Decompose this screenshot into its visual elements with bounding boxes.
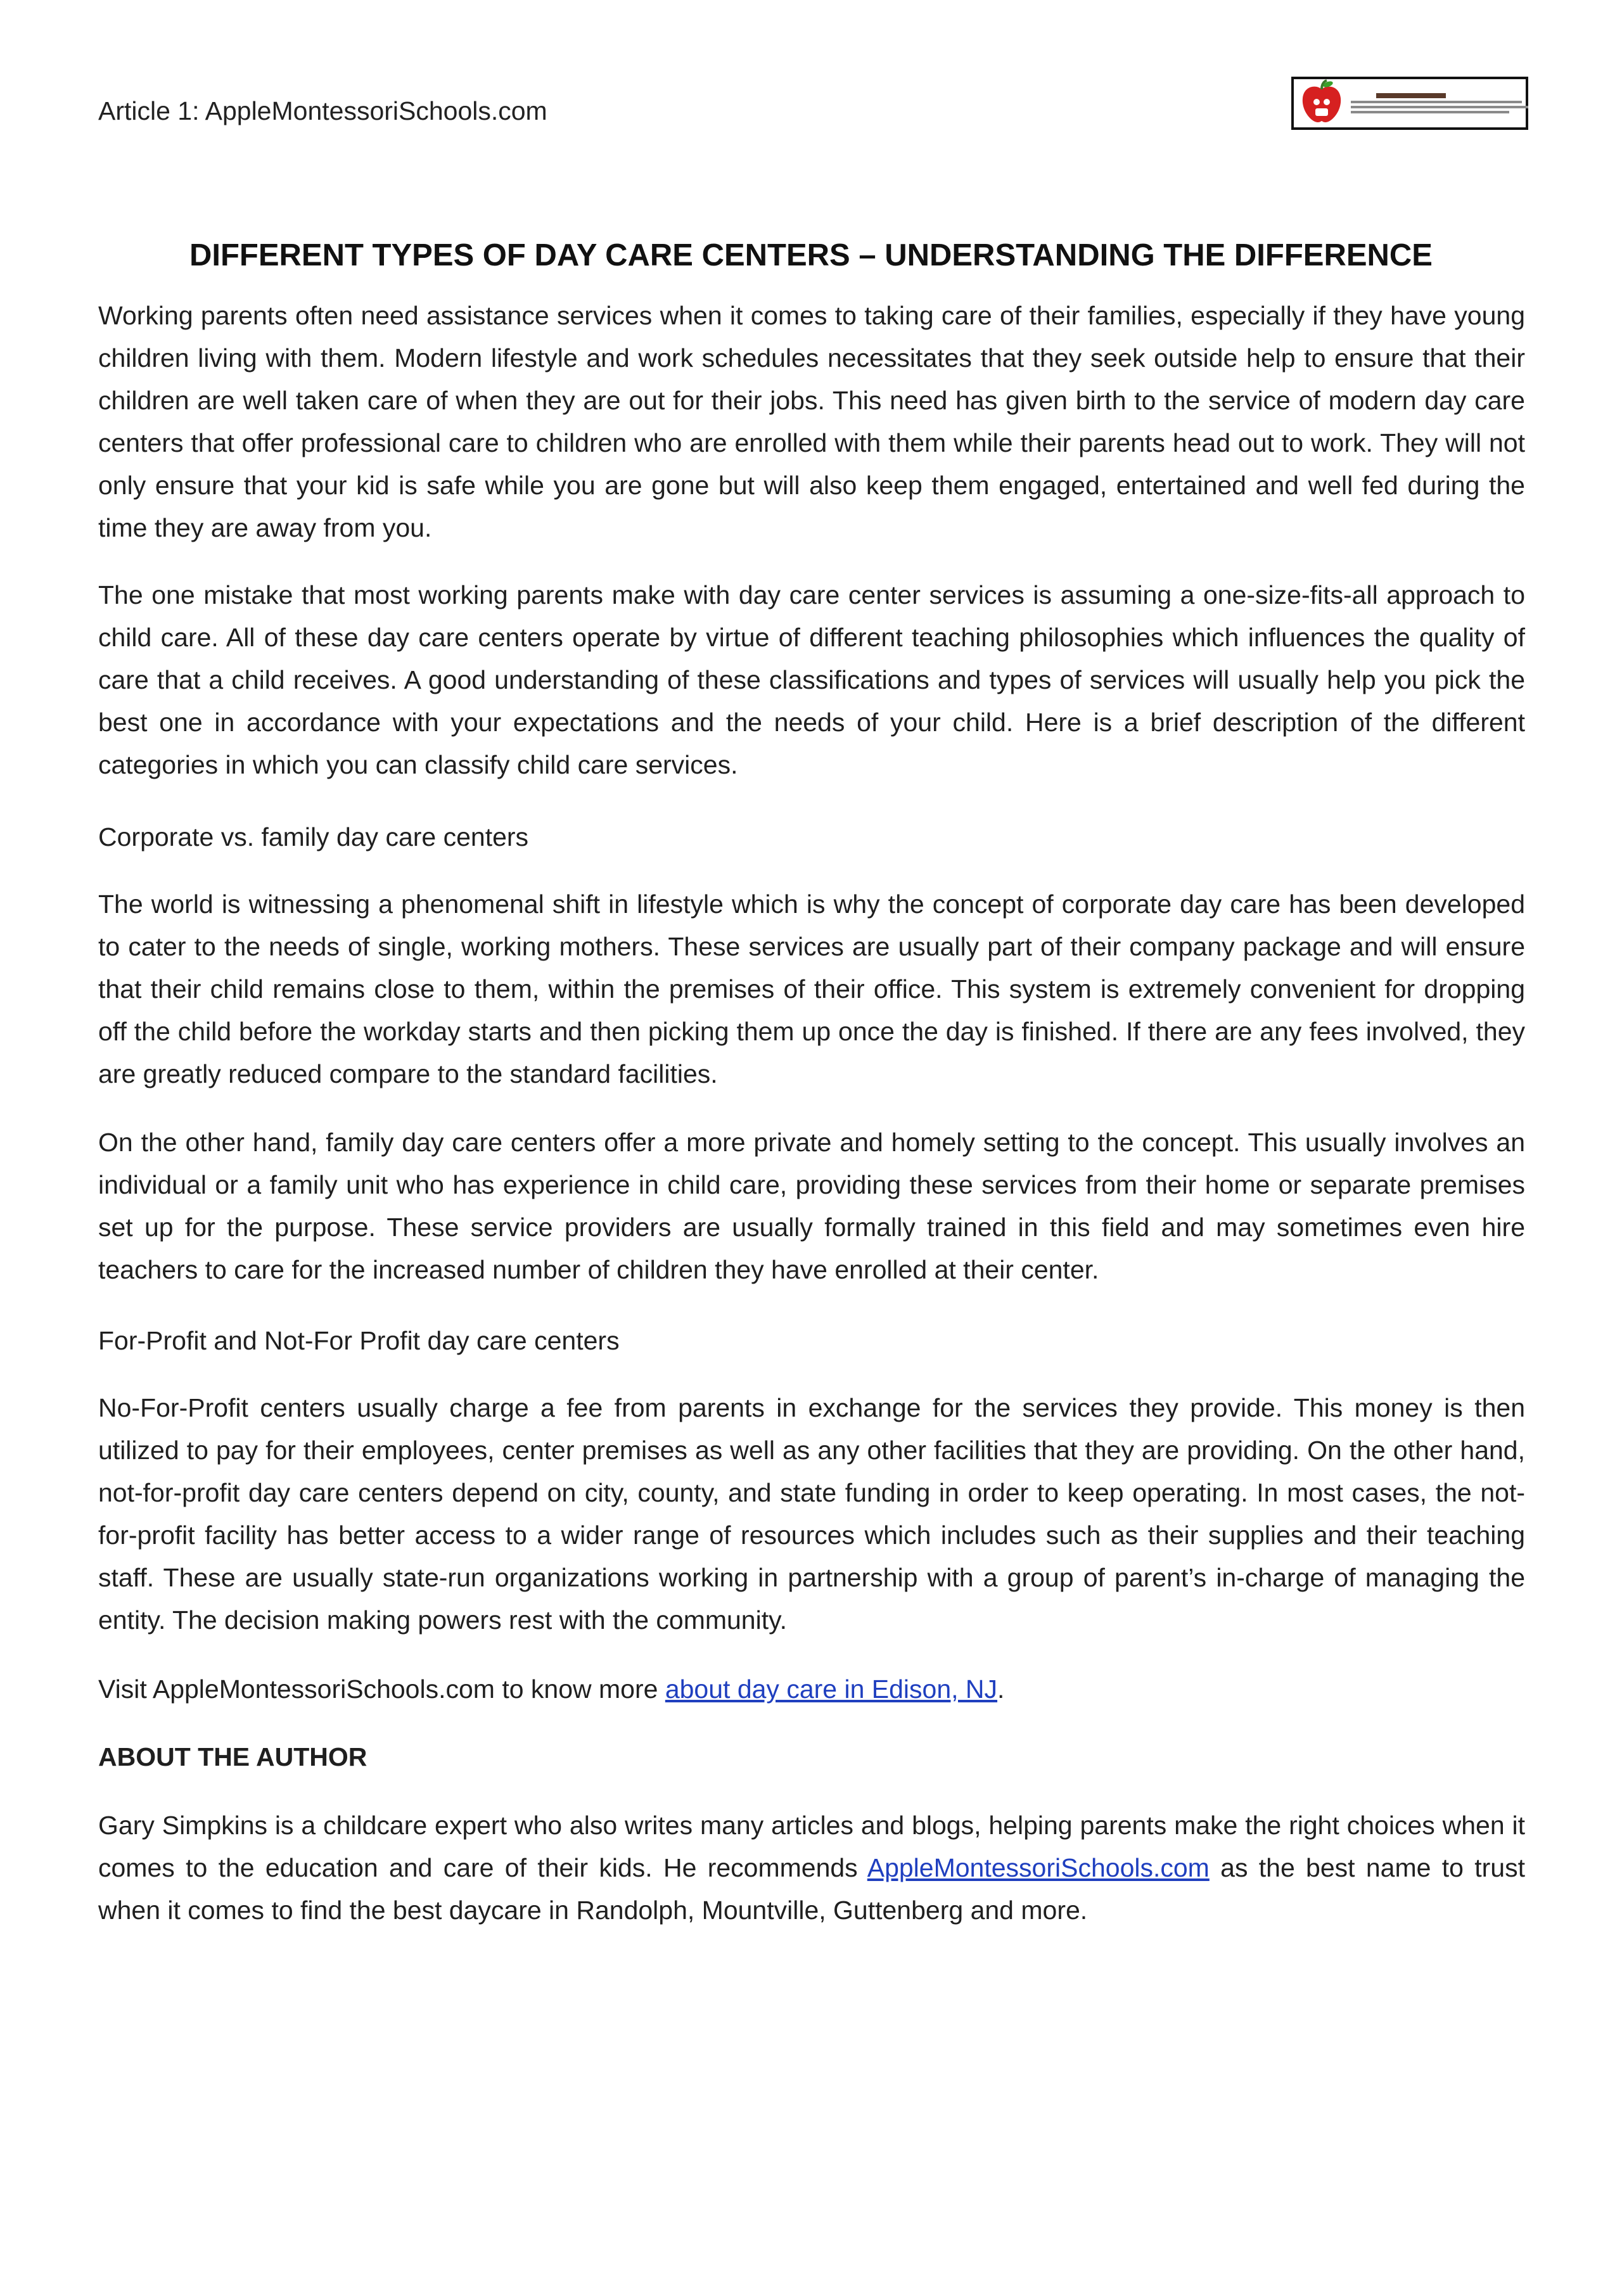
paragraph-family: On the other hand, family day care centers offer a more private and homely setting to the concept. This usually involves an individual or a family unit who has experience in child care, providing these services from their home or separate premises set up for the purpose. These service providers are usually formally trained in this field and may sometimes even hire teachers to care for the increased number of children they have enrolled at their center. [98,1128,1525,1284]
paragraph-profit: No-For-Profit centers usually charge a fee from parents in exchange for the services they provide. This money is then utilized to pay for their employees, center premises as well as any other facilities that they are providing. On the other hand, not-for-profit day care centers depend on city, county, and state funding in order to keep operating. In most cases, the not-for-profit facility has better access to a wider range of resources which includes such as their supplies and their teaching staff. These are usually state-run organizations working in partnership with a group of parent’s in-charge of managing the entity. The decision making powers rest with the community. [98,1393,1525,1635]
article-header: Article 1: AppleMontessoriSchools.com [98,96,547,125]
apple-montessori-link[interactable]: AppleMontessoriSchools.com [867,1853,1210,1882]
day-care-edison-link[interactable]: about day care in Edison, NJ [665,1674,998,1704]
subheading-profit: For-Profit and Not-For Profit day care centers [98,1326,620,1355]
paragraph-author [98,1804,1525,1932]
logo-tagline-line [1351,111,1509,113]
logo-tagline-line [1351,106,1528,108]
paragraph-visit [98,1668,1525,1711]
apple-logo-icon [1298,79,1346,128]
paragraph-corporate: The world is witnessing a phenomenal shift in lifestyle which is why the concept of corporate day care has been developed to cater to the needs of single, working mothers. These services are usually part of their company package and will ensure that their child remains close to them, within the premises of their office. This system is extremely convenient for dropping off the child before the workday starts and then picking them up once the day is finished. If there are any fees involved, they are greatly reduced compare to the standard facilities. [98,890,1525,1088]
visit-text: Visit AppleMontessoriSchools.com to know more [98,1674,665,1704]
article-title: DIFFERENT TYPES OF DAY CARE CENTERS – UNDERSTANDING THE DIFFERENCE [189,238,1433,272]
author-suffix: as the best name to trust when it comes to find the best daycare in Randolph, Mountville, Guttenberg and more. [98,1853,1525,1925]
paragraph-mistake: The one mistake that most working parents make with day care center services is assuming a one-size-fits-all approach to child care. All of these day care centers operate by virtue of different teaching philosophies which influences the quality of care that a child receives. A good understanding of these classifications and types of services will usually help you pick the best one in accordance with your expectations and the needs of your child. Here is a brief description of the different categories in which you can classify child care services. [98,580,1525,779]
logo-text-lines [1351,93,1528,113]
subheading-corporate: Corporate vs. family day care centers [98,822,529,851]
visit-suffix: . [997,1674,1005,1704]
paragraph-intro: Working parents often need assistance services when it comes to taking care of their families, especially if they have young children living with them. Modern lifestyle and work schedules necessitates that they seek outside help to ensure that their children are well taken care of when they are out for their jobs. This need has given birth to the service of modern day care centers that offer professional care to children who are enrolled with them while their parents head out to work. They will not only ensure that your kid is safe while you are gone but will also keep them engaged, entertained and well fed during the time they are away from you. [98,301,1525,542]
logo-tagline-line [1351,101,1522,103]
school-logo [1291,77,1528,130]
author-text: Gary Simpkins is a childcare expert who also writes many articles and blogs, helping parents make the right choices when it comes to the education and care of their kids. He recommends [98,1811,1525,1882]
subheading-author: ABOUT THE AUTHOR [98,1742,367,1771]
logo-wordmark [1376,93,1446,98]
